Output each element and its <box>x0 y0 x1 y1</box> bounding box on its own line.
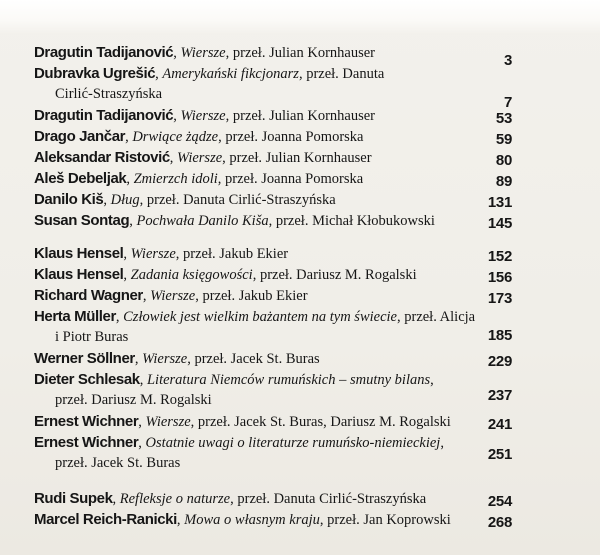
toc-author: Ernest Wichner <box>34 413 139 430</box>
toc-title: Refleksje o naturze <box>119 491 231 507</box>
toc-translator: , <box>430 372 434 388</box>
toc-author: Drago Jančar <box>34 128 126 145</box>
toc-author: Werner Söllner <box>34 350 135 367</box>
toc-title: Wiersze <box>180 45 226 61</box>
toc-title: Mowa o własnym kraju <box>184 512 320 528</box>
toc-translator: , przeł. Jacek St. Buras <box>187 351 320 367</box>
toc-page-number: 89 <box>495 173 512 190</box>
toc-entry-line <box>34 413 451 431</box>
toc-translator: , <box>440 435 444 451</box>
toc-separator: , <box>103 192 111 208</box>
toc-title: Wiersze <box>142 351 188 367</box>
toc-author: Dieter Schlesak <box>34 371 140 388</box>
toc-translator: , przeł. Jan Koprowski <box>319 512 451 528</box>
toc-translator: , przeł. Jakub Ekier <box>195 288 308 304</box>
toc-page-number: 268 <box>487 514 512 531</box>
toc-entry-line <box>34 128 364 146</box>
toc-title: Wiersze <box>177 150 223 166</box>
toc-author: Richard Wagner <box>34 287 143 304</box>
toc-author: Ernest Wichner <box>34 434 139 451</box>
toc-translator: , przeł. Jakub Ekier <box>175 246 289 262</box>
toc-title: Zmierzch idoli <box>133 171 218 187</box>
toc-page-number: 145 <box>487 215 512 232</box>
toc-entry-line <box>34 191 336 209</box>
toc-separator: , <box>155 66 163 82</box>
toc-title: Wiersze <box>150 288 196 304</box>
toc-title: Pochwała Danilo Kiša <box>136 213 269 229</box>
toc-title: Wiersze <box>180 108 226 124</box>
toc-author: Aleš Debeljak <box>34 170 127 187</box>
toc-title: Dług <box>110 192 140 208</box>
toc-entry-line <box>34 350 320 368</box>
toc-page-number: 53 <box>495 110 512 127</box>
toc-entry-line <box>34 107 375 125</box>
toc-title: Człowiek jest wielkim bażantem na tym świecie <box>123 309 397 325</box>
toc-author: Herta Müller <box>34 308 116 325</box>
toc-translator: , przeł. Julian Kornhauser <box>225 45 375 61</box>
toc-title: Zadania księgowości <box>130 267 253 283</box>
toc-page-number: 173 <box>487 290 512 307</box>
toc-translator: , przeł. Joanna Pomorska <box>217 171 364 187</box>
toc-separator: , <box>142 288 151 304</box>
toc-page-number: 241 <box>487 416 512 433</box>
toc-separator: , <box>173 108 181 124</box>
toc-page-number: 7 <box>503 94 512 111</box>
toc-author: Klaus Hensel <box>34 266 124 283</box>
toc-translator: , przeł. Danuta <box>298 66 385 82</box>
toc-translator: , przeł. Dariusz M. Rogalski <box>252 267 417 283</box>
toc-separator: , <box>125 129 133 145</box>
toc-page-number: 131 <box>487 194 512 211</box>
toc-translator: , przeł. Danuta Cirlić-Straszyńska <box>230 491 427 507</box>
toc-separator: , <box>134 351 143 367</box>
toc-author: Dragutin Tadijanović <box>34 107 174 124</box>
toc-page-number: 185 <box>487 327 512 344</box>
toc-translator: , przeł. Michał Kłobukowski <box>268 213 435 229</box>
toc-entry-line <box>34 434 444 452</box>
toc-translator: , przeł. Joanna Pomorska <box>218 129 364 145</box>
toc-separator: , <box>138 435 146 451</box>
toc-translator: , przeł. Alicja <box>396 309 476 325</box>
toc-entry-line <box>34 266 417 284</box>
toc-title: Amerykański fikcjonarz <box>162 66 299 82</box>
toc-entry-line <box>34 371 434 389</box>
toc-separator: , <box>176 512 185 528</box>
toc-page-number: 156 <box>487 269 512 286</box>
toc-page-number: 237 <box>487 387 512 404</box>
toc-title: Wiersze <box>130 246 176 262</box>
toc-continuation: Cirlić-Straszyńska <box>55 86 163 102</box>
toc-page-number: 251 <box>487 446 512 463</box>
toc-separator: , <box>169 150 178 166</box>
toc-translator: , przeł. Danuta Cirlić-Straszyńska <box>139 192 336 208</box>
page-top-edge <box>0 0 600 34</box>
toc-author: Marcel Reich-Ranicki <box>34 511 177 528</box>
toc-separator: , <box>138 414 146 430</box>
toc-separator: , <box>123 267 131 283</box>
toc-entry-line <box>34 65 384 83</box>
toc-entry-line <box>34 308 475 326</box>
toc-separator: , <box>129 213 137 229</box>
toc-page-number: 229 <box>487 353 512 370</box>
toc-translator: , przeł. Julian Kornhauser <box>225 108 375 124</box>
toc-separator: , <box>123 246 131 262</box>
toc-entry-line <box>34 490 426 508</box>
toc-translator: , przeł. Jacek St. Buras, Dariusz M. Rogalski <box>190 414 451 430</box>
toc-separator: , <box>112 491 120 507</box>
toc-entry-line <box>34 212 435 230</box>
toc-page-number: 80 <box>495 152 512 169</box>
toc-author: Susan Sontag <box>34 212 130 229</box>
toc-entry-line <box>34 149 372 167</box>
toc-author: Klaus Hensel <box>34 245 124 262</box>
toc-separator: , <box>173 45 181 61</box>
toc-separator: , <box>126 171 134 187</box>
toc-page-number: 59 <box>495 131 512 148</box>
toc-page-number: 152 <box>487 248 512 265</box>
toc-entry-line <box>34 245 288 263</box>
toc-entry-line <box>34 287 308 305</box>
toc-page-number: 254 <box>487 493 512 510</box>
toc-title: Ostatnie uwagi o literaturze rumuńsko-niemieckiej <box>145 435 441 451</box>
toc-page-number: 3 <box>503 52 512 69</box>
toc-author: Aleksandar Ristović <box>34 149 170 166</box>
toc-title: Literatura Niemców rumuńskich – smutny bilans <box>146 372 431 388</box>
toc-translator: , przeł. Julian Kornhauser <box>222 150 372 166</box>
toc-author: Rudi Supek <box>34 490 113 507</box>
toc-author: Dubravka Ugrešić <box>34 65 156 82</box>
toc-separator: , <box>115 309 124 325</box>
toc-entry-line <box>34 511 451 529</box>
toc-title: Wiersze <box>145 414 191 430</box>
toc-separator: , <box>139 372 147 388</box>
toc-entry-line <box>34 44 375 62</box>
toc-continuation: i Piotr Buras <box>55 329 129 345</box>
toc-title: Drwiące żądze <box>132 129 219 145</box>
toc-entry-line <box>34 170 363 188</box>
toc-continuation: przeł. Dariusz M. Rogalski <box>55 392 212 408</box>
toc-continuation: przeł. Jacek St. Buras <box>55 455 181 471</box>
toc-author: Danilo Kiš <box>34 191 104 208</box>
toc-author: Dragutin Tadijanović <box>34 44 174 61</box>
